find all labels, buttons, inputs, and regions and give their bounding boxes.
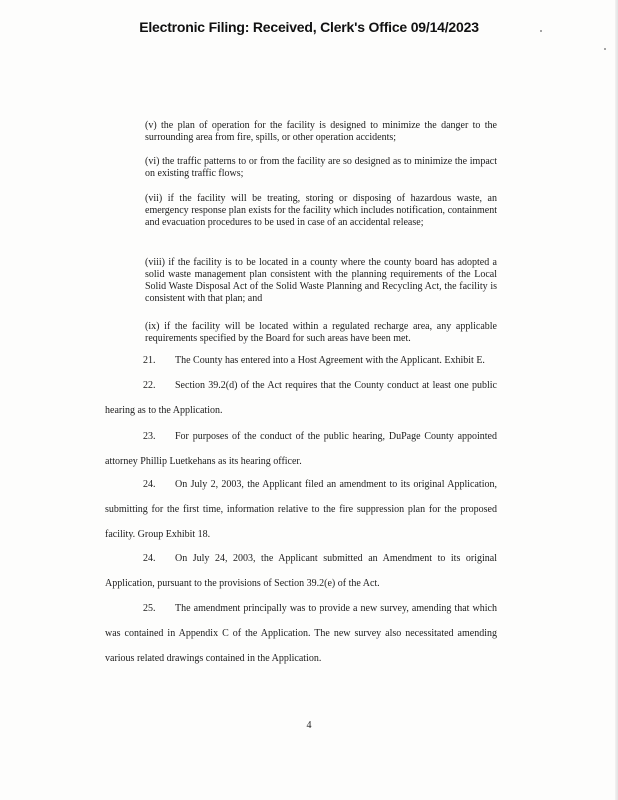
paragraph-25: [105, 596, 497, 671]
scan-speck: [604, 48, 606, 50]
subsection-vii: (vii) if the facility will be treating, storing or disposing of hazardous waste, an emergency response plan exists for the facility which includes notification, containment and evacuation procedures to be used in case of an accidental release;: [145, 193, 497, 228]
subsection-ix: (ix) if the facility will be located within a regulated recharge area, any applicable requirements specified by the Board for such areas have been met.: [145, 321, 497, 344]
subsection-viii: (viii) if the facility is to be located in a county where the county board has adopted a solid waste management plan consistent with the planning requirements of the Local Solid Waste Disposal Act of the Solid Waste Planning and Recycling Act, the facility is consistent with that plan; and: [145, 257, 497, 304]
paragraph-text: For purposes of the conduct of the public hearing, DuPage County appointed attorney Phillip Luetkehans as its hearing officer.: [105, 431, 497, 467]
paragraph-24a: [105, 472, 497, 547]
paragraph-21: [105, 348, 497, 373]
paragraph-text: On July 24, 2003, the Applicant submitted an Amendment to its original Application, pursuant to the provisions of Section 39.2(e) of the Act.: [105, 553, 497, 589]
paragraph-24b: [105, 546, 497, 596]
paragraph-number: 23.: [143, 431, 156, 442]
scan-speck: [540, 30, 542, 32]
paragraph-number: 22.: [143, 380, 156, 391]
subsection-v: (v) the plan of operation for the facility is designed to minimize the danger to the surrounding area from fire, spills, or other operation accidents;: [145, 120, 497, 143]
paragraph-22: [105, 373, 497, 423]
paragraph-text: The amendment principally was to provide a new survey, amending that which was contained in Appendix C of the Application. The new survey also necessitated amending various related drawings contained in the Application.: [105, 603, 497, 664]
paragraph-number: 24.: [143, 553, 156, 564]
paragraph-number: 24.: [143, 479, 156, 490]
paragraph-number: 25.: [143, 603, 156, 614]
paragraph-23: [105, 424, 497, 474]
paragraph-text: Section 39.2(d) of the Act requires that the County conduct at least one public hearing as to the Application.: [105, 380, 497, 416]
paragraph-text: The County has entered into a Host Agreement with the Applicant. Exhibit E.: [175, 355, 485, 366]
subsection-vi: (vi) the traffic patterns to or from the facility are so designed as to minimize the impact on existing traffic flows;: [145, 156, 497, 179]
filing-stamp: Electronic Filing: Received, Clerk's Office 09/14/2023: [139, 19, 479, 35]
page-number: 4: [306, 720, 312, 731]
paragraph-text: On July 2, 2003, the Applicant filed an amendment to its original Application, submitting for the first time, information relative to the fire suppression plan for the proposed facility. Group Exhibit 18.: [105, 479, 497, 540]
paragraph-number: 21.: [143, 355, 156, 366]
